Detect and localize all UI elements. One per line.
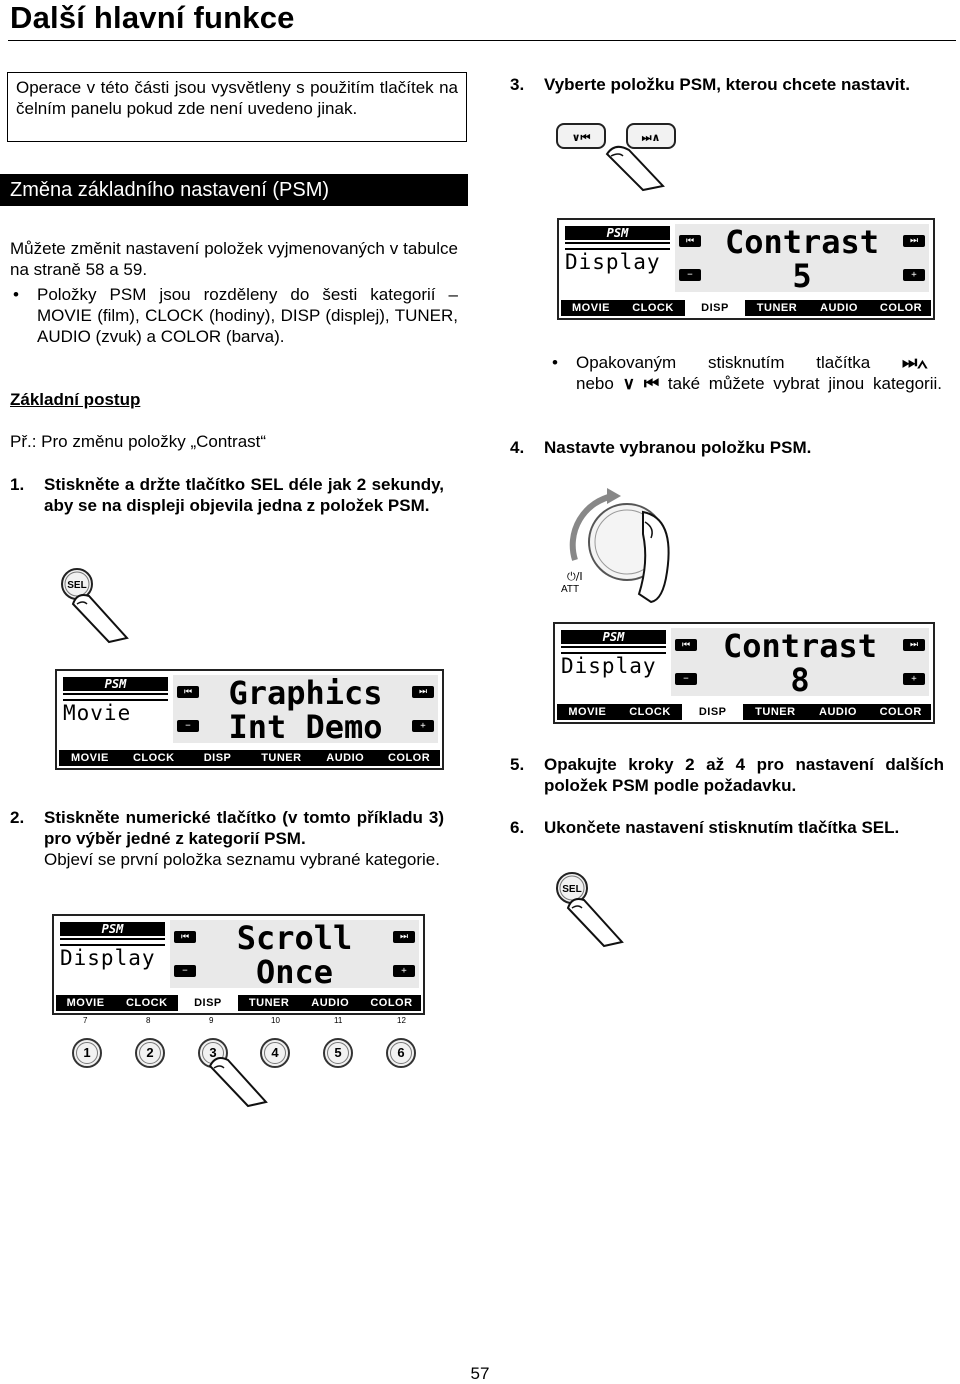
- prev-icon: ⏮: [174, 931, 196, 943]
- lcd-category-label: Display: [60, 946, 156, 970]
- tab-tuner: TUNER: [248, 997, 290, 1009]
- step-text: Opakujte kroky 2 až 4 pro nastavení dalších položek PSM podle požadavku.: [544, 755, 944, 795]
- knob-turn-illustration: [555, 482, 685, 607]
- step-3-bullet-text-3: také můžete vybrat jinou kategorii.: [667, 374, 942, 393]
- category-tabs: [557, 704, 931, 720]
- number-sub-label: 11: [334, 1016, 343, 1025]
- prev-icon: ⏮: [679, 235, 701, 247]
- note-text: Operace v této části jsou vysvětleny s použitím tlačítek na čelním panelu pokud zde není uvedeno jinak.: [16, 78, 458, 118]
- tab-disp: DISP: [682, 704, 743, 720]
- step-text: Vyberte položku PSM, kterou chcete nastavit.: [544, 75, 910, 94]
- psm-badge: PSM: [565, 226, 670, 240]
- note-box: [7, 72, 467, 142]
- lcd-category-label: Display: [561, 654, 657, 678]
- tab-audio: AUDIO: [326, 752, 365, 764]
- step-number: 1.: [10, 475, 25, 494]
- tab-audio: AUDIO: [819, 706, 857, 718]
- example-text: Př.: Pro změnu položky „Contrast“: [10, 432, 267, 451]
- category-tabs: [56, 995, 421, 1011]
- category-bullet: [37, 284, 458, 347]
- tab-clock: CLOCK: [125, 997, 168, 1009]
- psm-badge: PSM: [561, 630, 666, 644]
- finger-press-3-illustration: [200, 1040, 280, 1110]
- sel-button-label: SEL: [562, 884, 582, 895]
- lcd-line-2: 5: [792, 257, 812, 295]
- category-bullet-text: • Položky PSM jsou rozděleny do šesti kategorií – MOVIE (film), CLOCK (hodiny), DISP (displej), TUNER, AUDIO (zvuk) a COLOR (barva).: [37, 285, 458, 346]
- tab-clock: CLOCK: [132, 752, 175, 764]
- minus-icon: −: [177, 720, 199, 732]
- number-button-2[interactable]: 2: [135, 1038, 165, 1068]
- tab-tuner: TUNER: [755, 706, 796, 718]
- subheading: Základní postup: [10, 390, 141, 409]
- tab-audio: AUDIO: [820, 302, 858, 314]
- step-number: 4.: [510, 438, 525, 457]
- step-number: 2.: [10, 808, 25, 827]
- plus-icon: +: [393, 965, 415, 977]
- lcd-display-contrast-5: [557, 218, 935, 320]
- lcd-category-label: Movie: [63, 701, 132, 725]
- number-button-6[interactable]: 6: [386, 1038, 416, 1068]
- lcd-line-1: Scroll: [236, 919, 353, 957]
- tab-clock: CLOCK: [632, 302, 674, 314]
- number-button-1[interactable]: 1: [72, 1038, 102, 1068]
- tab-disp: DISP: [178, 995, 237, 1011]
- section-heading: Změna základního nastavení (PSM): [0, 174, 468, 206]
- number-sub-label: 12: [397, 1016, 406, 1025]
- down-icon: ∨: [622, 374, 636, 393]
- step-number: 5.: [510, 755, 525, 774]
- tab-movie: MOVIE: [66, 997, 105, 1009]
- plus-icon: +: [903, 269, 925, 281]
- number-sub-label: 7: [83, 1016, 88, 1025]
- number-button-3[interactable]: 3: [198, 1038, 228, 1068]
- number-button-5[interactable]: 5: [323, 1038, 353, 1068]
- step-number: 3.: [510, 75, 525, 94]
- number-sub-label: 8: [146, 1016, 151, 1025]
- lcd-line-2: Once: [255, 953, 334, 991]
- down-prev-icon: ∨⏮: [571, 131, 591, 144]
- title-rule: [8, 40, 956, 41]
- minus-icon: −: [675, 673, 697, 685]
- next-icon: ⏭: [903, 639, 925, 651]
- step-text: Ukončete nastavení stisknutím tlačítka SEL.: [544, 818, 900, 837]
- tab-color: COLOR: [879, 302, 923, 314]
- lcd-line-1: Contrast: [722, 627, 878, 665]
- step-3-bullet-text-1: • Opakovaným stisknutím tlačítka: [576, 353, 870, 372]
- plus-icon: +: [412, 720, 434, 732]
- tab-color: COLOR: [387, 752, 431, 764]
- category-tabs: [59, 750, 440, 766]
- next-icon: ⏭: [393, 931, 415, 943]
- lcd-display-movie: [55, 669, 444, 770]
- minus-icon: −: [679, 269, 701, 281]
- step-text: Stiskněte a držte tlačítko SEL déle jak 2 sekundy, aby se na displeji objevila jedna z položek PSM.: [44, 475, 444, 515]
- lcd-line-2: 8: [790, 661, 810, 699]
- tab-clock: CLOCK: [629, 706, 671, 718]
- step-text: Nastavte vybranou položku PSM.: [544, 438, 812, 457]
- tab-tuner: TUNER: [756, 302, 798, 314]
- lcd-line-1: Contrast: [724, 223, 880, 261]
- prev-icon: ⏮: [643, 374, 660, 393]
- step-5: [510, 754, 944, 796]
- lcd-display-scroll: [52, 914, 425, 1015]
- step-number: 6.: [510, 818, 525, 837]
- step-subtext: Objeví se první položka seznamu vybrané kategorie.: [44, 850, 440, 869]
- tab-audio: AUDIO: [311, 997, 350, 1009]
- lcd-line-1: Graphics: [228, 674, 383, 712]
- lcd-display-contrast-8: [553, 622, 935, 724]
- psm-badge: PSM: [60, 922, 165, 936]
- sel-press-illustration-2: [550, 864, 640, 949]
- step-2: [10, 807, 444, 870]
- prev-icon: ⏮: [177, 686, 199, 698]
- step-6: [510, 817, 944, 838]
- step-3-bullet-text-2: nebo: [576, 374, 614, 393]
- page-number: 57: [470, 1364, 490, 1383]
- tab-tuner: TUNER: [261, 752, 302, 764]
- att-label: ATT: [561, 584, 580, 595]
- number-button-4[interactable]: 4: [260, 1038, 290, 1068]
- updown-press-illustration: [555, 118, 685, 193]
- tab-color: COLOR: [879, 706, 922, 718]
- number-sub-label: 10: [271, 1016, 280, 1025]
- plus-icon: +: [903, 673, 925, 685]
- page-title: Další hlavní funkce: [10, 0, 295, 35]
- sel-press-illustration: [55, 560, 145, 645]
- tab-disp: DISP: [203, 752, 232, 764]
- intro-text: Můžete změnit nastavení položek vyjmenovaných v tabulce na straně 58 a 59.: [10, 239, 458, 279]
- psm-badge: PSM: [63, 677, 168, 691]
- step-3-bullet: [576, 352, 942, 394]
- lcd-line-2: Int Demo: [228, 708, 383, 746]
- step-1: [10, 474, 444, 516]
- minus-icon: −: [174, 965, 196, 977]
- tab-movie: MOVIE: [70, 752, 109, 764]
- tab-movie: MOVIE: [572, 302, 610, 314]
- category-tabs: [561, 300, 931, 316]
- step-text: Stiskněte numerické tlačítko (v tomto příkladu 3) pro výběr jedné z kategorií PSM.: [44, 808, 444, 848]
- prev-icon: ⏮: [675, 639, 697, 651]
- number-sub-label: 9: [209, 1016, 214, 1025]
- next-icon: ⏭: [412, 686, 434, 698]
- up-next-icon: ⏭∧: [641, 131, 661, 144]
- power-att-symbol: ⏻/I: [567, 570, 583, 583]
- next-icon: ⏭: [903, 235, 925, 247]
- tab-movie: MOVIE: [568, 706, 607, 718]
- lcd-category-label: Display: [565, 250, 661, 274]
- next-up-icon: ⏭∧: [902, 353, 928, 372]
- step-4: [510, 437, 944, 458]
- tab-color: COLOR: [370, 997, 413, 1009]
- step-3: [510, 74, 944, 95]
- tab-disp: DISP: [685, 300, 745, 316]
- sel-button-label: SEL: [67, 580, 87, 591]
